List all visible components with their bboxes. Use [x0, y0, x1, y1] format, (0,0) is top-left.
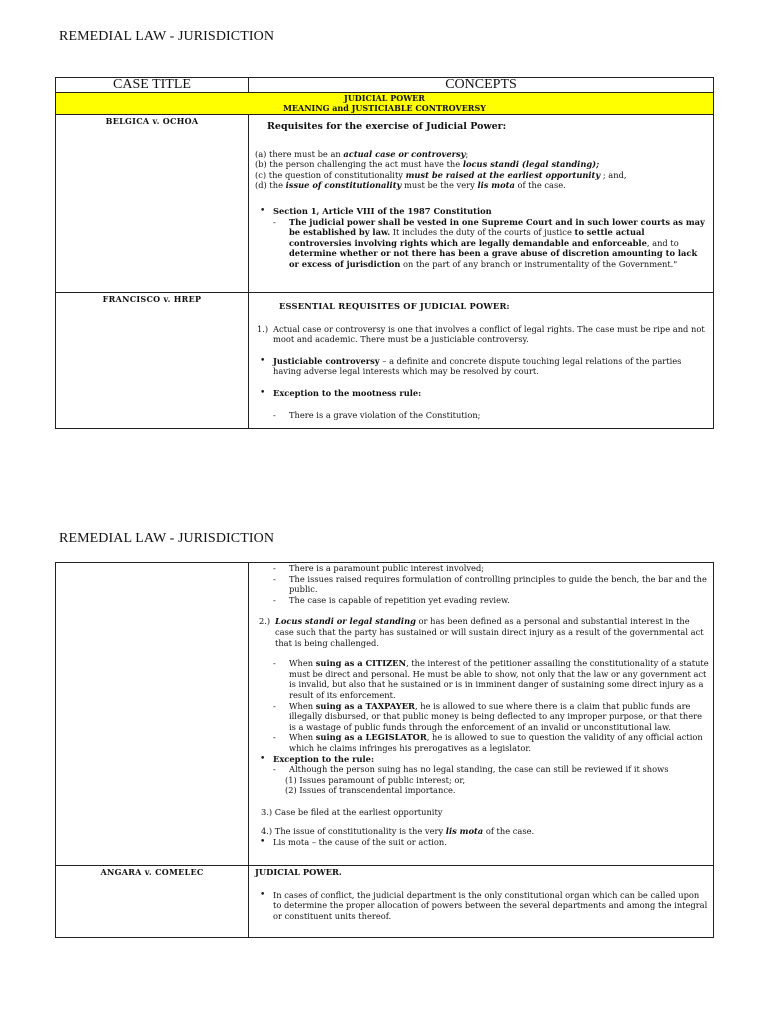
requisite-item-3: 3.) Case be filed at the earliest opportunity: [261, 806, 443, 817]
dash-icon: -: [273, 658, 276, 669]
judicial-power-heading: JUDICIAL POWER.: [255, 867, 342, 877]
requisites-heading: Requisites for the exercise of Judicial Power:: [267, 121, 507, 132]
dash-icon: -: [273, 732, 276, 743]
essential-requisites-heading: ESSENTIAL REQUISITES OF JUDICIAL POWER:: [279, 301, 510, 311]
case-title-angara: ANGARA v. COMELEC: [56, 866, 249, 938]
case-title-belgica: BELGICA v. OCHOA: [56, 115, 249, 293]
exception-item: - The issues raised requires formulation of controlling principles to guide the bench, the bar and the public.: [273, 573, 707, 595]
exception-rule-1: (1) Issues paramount of public interest; or,: [285, 774, 466, 785]
table-row: [56, 115, 714, 293]
table-header-row: [56, 78, 714, 93]
exception-rule-item: - Although the person suing has no legal standing, the case can still be reviewed if it shows: [273, 764, 669, 775]
section-heading: Section 1, Article VIII of the 1987 Constitution: [273, 205, 492, 216]
angara-bullet: • In cases of conflict, the judicial department is the only constitutional organ which can be called upon to determine the proper allocation of powers between the several departments and among the integral or constituent units thereof.: [260, 889, 708, 921]
case-title-francisco: FRANCISCO v. HREP: [56, 293, 249, 429]
requisite-item-1: 1.) Actual case or controversy is one that involves a conflict of legal rights. The case must be ripe and not moot and academic. There must be a justiciable controversy.: [257, 323, 705, 345]
concepts-francisco: [249, 293, 714, 429]
concepts-continued: [249, 563, 714, 866]
lis-mota-bullet: • Lis mota – the cause of the suit or action.: [260, 837, 447, 848]
section-banner: [56, 93, 714, 115]
dash-icon: -: [273, 409, 276, 420]
requisite-a: (a) there must be an actual case or controversy;: [255, 148, 469, 159]
dash-icon: -: [273, 573, 276, 584]
requisite-item-2: 2.) Locus standi or legal standing or has been defined as a personal and substantial interest in the case such that the party has sustained or will sustain direct injury as a result of the governmental act that is being challenged.: [259, 616, 704, 648]
bullet-icon: •: [260, 387, 266, 398]
concepts-angara: [249, 866, 714, 938]
case-table-page1: [55, 77, 714, 429]
case-title-continued: [56, 563, 249, 866]
citizen-item: - When suing as a CITIZEN, the interest of the petitioner assailing the constitutionality of a statute must be direct and personal. He must be able to show, not only that the law or any government act is invalid, but also that he sustained or is in imminent danger of sustaining some direct injury as a result of its enforcement.: [273, 658, 709, 700]
exception-item: - There is a grave violation of the Constitution;: [273, 409, 481, 420]
section-bullet: [255, 206, 709, 217]
requisite-d: (d) the issue of constitutionality must be the very lis mota of the case.: [255, 180, 566, 191]
exception-bullet: • Exception to the mootness rule:: [260, 387, 422, 398]
requisite-c: (c) the question of constitutionality must be raised at the earliest opportunity ; and,: [255, 169, 627, 180]
exception-item: - The case is capable of repetition yet evading review.: [273, 594, 510, 605]
dash-icon: -: [273, 594, 276, 605]
dash-icon: -: [273, 216, 276, 227]
exception-rule-bullet: • Exception to the rule:: [260, 753, 375, 764]
bullet-icon: •: [260, 355, 266, 366]
concepts-belgica: [249, 115, 714, 293]
section-quote: - The judicial power shall be vested in one Supreme Court and in such lower courts as may be established by law. It includes the duty of the courts of justice to settle actual controversies involving rights which are legally demandable and enforceable, and to determine whether or not there has been a grave abuse of discretion amounting to lack or excess of jurisdiction on the part of any branch or instrumentality of the Government.": [273, 216, 705, 269]
case-table-page2: [55, 562, 714, 938]
exception-item: - There is a paramount public interest involved;: [273, 563, 485, 573]
table-row: [56, 563, 714, 866]
taxpayer-item: - When suing as a TAXPAYER, he is allowed to sue where there is a claim that public funds are illegally disbursed, or that public money is being deflected to any improper purpose, or that there is a wastage of public funds through the enforcement of an invalid or unconstitutional law.: [273, 700, 702, 732]
banner-line-1: JUDICIAL POWER: [344, 93, 425, 103]
bullet-icon: •: [260, 753, 266, 764]
requisite-item-4: 4.) The issue of constitutionality is the very lis mota of the case.: [261, 826, 535, 837]
legislator-item: - When suing as a LEGISLATOR, he is allowed to sue to question the validity of any official action which he claims infringes his prerogatives as a legislator.: [273, 732, 703, 753]
page-header: REMEDIAL LAW - JURISDICTION: [59, 531, 275, 546]
bullet-icon: •: [260, 837, 266, 848]
justiciable-bullet: • Justiciable controversy – a definite and concrete dispute touching legal relations of the parties having adverse legal interests which may be resolved by court.: [260, 355, 682, 377]
bullet-icon: •: [260, 889, 266, 900]
banner-line-2: MEANING and JUSTICIABLE CONTROVERSY: [283, 103, 486, 113]
dash-icon: -: [273, 700, 276, 711]
column-header-case-title: CASE TITLE: [56, 78, 249, 93]
dash-icon: -: [273, 563, 276, 573]
table-row: [56, 866, 714, 938]
bullet-icon: •: [260, 205, 266, 216]
table-row: [56, 293, 714, 429]
page-header: REMEDIAL LAW - JURISDICTION: [59, 29, 275, 44]
column-header-concepts: CONCEPTS: [249, 78, 714, 93]
exception-rule-2: (2) Issues of transcendental importance.: [285, 785, 456, 796]
requisite-b: (b) the person challenging the act must have the locus standi (legal standing);: [255, 159, 600, 170]
requisites-list: [255, 149, 709, 191]
dash-icon: -: [273, 764, 276, 775]
